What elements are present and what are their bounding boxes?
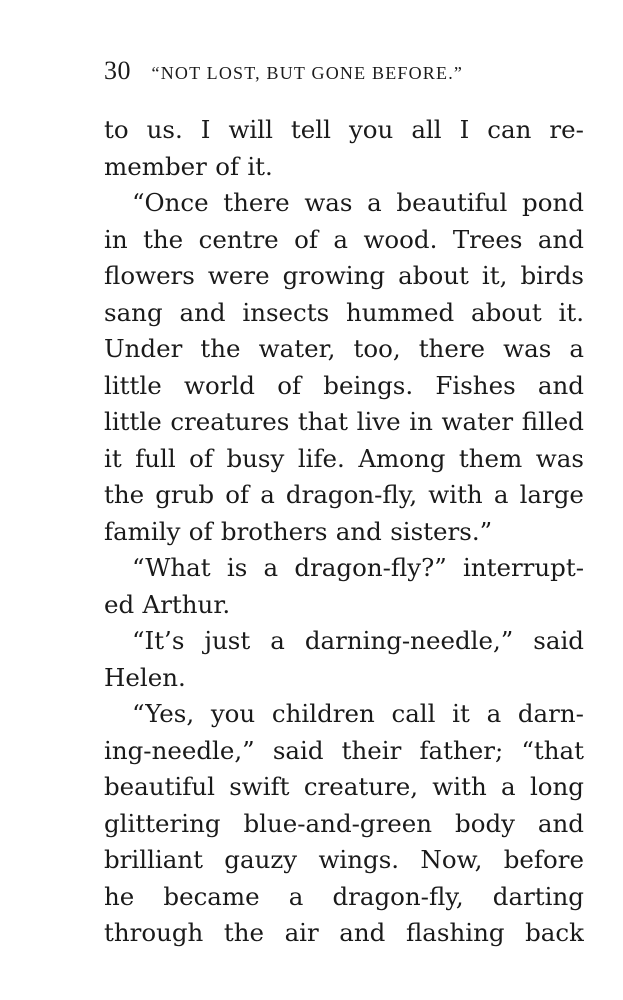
- word: of: [294, 224, 318, 254]
- word: Helen.: [104, 662, 186, 692]
- text-line: [104, 404, 584, 441]
- word: it: [104, 443, 122, 473]
- word: dragon-fly,: [285, 480, 418, 509]
- word: glittering: [104, 808, 221, 838]
- word: before: [503, 845, 584, 874]
- word: call: [391, 699, 436, 728]
- word: gauzy: [224, 845, 298, 874]
- word: pond: [522, 188, 584, 217]
- text-line: [104, 368, 584, 405]
- word: was: [535, 443, 584, 473]
- word: a: [270, 626, 285, 655]
- word: interrupt-: [463, 553, 584, 582]
- word: long: [529, 772, 584, 801]
- word: ed: [104, 589, 135, 619]
- word: “Yes,: [132, 699, 195, 728]
- word: I: [200, 115, 211, 144]
- word: air: [284, 918, 319, 947]
- text-line: [104, 587, 584, 624]
- word: a: [333, 224, 348, 254]
- word: too,: [353, 334, 401, 363]
- word: I: [459, 115, 470, 144]
- word: “Once: [132, 188, 209, 217]
- word: wood.: [363, 224, 438, 254]
- word: you: [210, 699, 256, 728]
- word: brothers: [220, 516, 328, 546]
- word: a: [288, 881, 304, 911]
- word: the: [104, 480, 145, 509]
- word: the: [143, 224, 184, 254]
- word: he: [104, 881, 135, 911]
- word: a: [367, 188, 382, 217]
- word: Fishes: [435, 370, 516, 400]
- text-line: [104, 258, 584, 295]
- word: of: [225, 480, 250, 509]
- text-line: [104, 915, 584, 952]
- text-line: [104, 623, 584, 660]
- word: filled: [521, 407, 584, 436]
- word: tell: [290, 115, 331, 144]
- word: became: [163, 881, 260, 911]
- word: water: [441, 407, 514, 436]
- word: you: [348, 115, 394, 144]
- word: water,: [258, 334, 336, 363]
- text-line: [104, 331, 584, 368]
- word: sisters.”: [390, 516, 493, 546]
- word: “What: [132, 553, 211, 582]
- running-title: “NOT LOST, BUT GONE BEFORE.”: [151, 63, 464, 83]
- word: creatures: [170, 407, 290, 436]
- text-line: [104, 842, 584, 879]
- word: beautiful: [396, 188, 508, 217]
- word: it,: [481, 261, 508, 290]
- word: “that: [521, 735, 584, 765]
- word: darning-needle,”: [304, 626, 514, 655]
- page-number: 30: [104, 56, 131, 85]
- word: and: [339, 918, 386, 947]
- word: of: [188, 516, 213, 546]
- word: ing-needle,”: [104, 735, 255, 765]
- word: a: [493, 480, 509, 509]
- text-line: [104, 441, 584, 478]
- text-line: [104, 879, 584, 916]
- word: that: [297, 407, 348, 436]
- word: and: [179, 297, 226, 327]
- word: family: [104, 516, 181, 546]
- word: birds: [520, 261, 584, 290]
- word: to: [104, 115, 129, 144]
- word: swift: [229, 772, 290, 801]
- running-head: [104, 56, 584, 92]
- text-line: [104, 477, 584, 514]
- word: can: [487, 115, 532, 144]
- word: their: [341, 735, 402, 765]
- word: and: [335, 516, 382, 546]
- text-line: [104, 149, 584, 186]
- word: member: [104, 151, 207, 181]
- body-text: [104, 112, 584, 952]
- word: back: [525, 918, 584, 947]
- word: the: [200, 334, 241, 363]
- word: Among: [358, 443, 446, 473]
- word: hummed: [346, 297, 455, 327]
- word: little: [104, 370, 162, 400]
- word: in: [104, 224, 128, 254]
- word: brilliant: [104, 845, 203, 874]
- word: dragon-fly,: [332, 881, 464, 911]
- text-line: [104, 696, 584, 733]
- text-line: [104, 550, 584, 587]
- word: is: [226, 553, 248, 582]
- word: body: [455, 808, 515, 838]
- word: large: [519, 480, 584, 509]
- text-line: [104, 806, 584, 843]
- word: and: [537, 224, 584, 254]
- text-line: [104, 222, 584, 259]
- word: them: [458, 443, 523, 473]
- word: Arthur.: [142, 589, 231, 619]
- text-line: [104, 185, 584, 222]
- word: beings.: [323, 370, 414, 400]
- text-line: [104, 112, 584, 149]
- word: a: [486, 699, 502, 728]
- word: dragon-fly?”: [294, 553, 447, 582]
- word: re-: [549, 115, 584, 144]
- word: world: [183, 370, 255, 400]
- word: insects: [242, 297, 330, 327]
- word: full: [135, 443, 176, 473]
- word: a: [260, 480, 275, 509]
- word: little: [104, 407, 162, 436]
- word: about: [471, 297, 542, 327]
- word: it: [452, 699, 470, 728]
- word: busy: [226, 443, 285, 473]
- word: in: [409, 407, 433, 436]
- word: life.: [297, 443, 345, 473]
- word: about: [398, 261, 469, 290]
- word: growing: [282, 261, 386, 290]
- word: sang: [104, 297, 163, 327]
- word: us.: [146, 115, 183, 144]
- word: and: [537, 370, 584, 400]
- word: of: [189, 443, 213, 473]
- text-line: [104, 514, 584, 551]
- word: and: [537, 808, 584, 838]
- word: a: [569, 334, 584, 363]
- word: grub: [155, 480, 215, 509]
- word: darn-: [517, 699, 584, 728]
- word: said: [533, 626, 584, 655]
- word: of: [277, 370, 302, 400]
- text-line: [104, 660, 584, 697]
- word: children: [271, 699, 375, 728]
- word: it.: [558, 297, 584, 327]
- word: Trees: [452, 224, 523, 254]
- word: wings.: [318, 845, 400, 874]
- word: a: [263, 553, 279, 582]
- word: with: [432, 772, 487, 801]
- text-line: [104, 733, 584, 770]
- word: was: [503, 334, 552, 363]
- word: beautiful: [104, 772, 215, 801]
- word: “It’s: [132, 626, 185, 655]
- word: darting: [492, 881, 584, 911]
- word: was: [304, 188, 353, 217]
- word: said: [272, 735, 324, 765]
- word: there: [223, 188, 290, 217]
- word: just: [204, 626, 251, 655]
- word: through: [104, 918, 204, 947]
- word: father;: [419, 735, 504, 765]
- word: there: [418, 334, 486, 363]
- text-line: [104, 295, 584, 332]
- word: live: [356, 407, 401, 436]
- word: flashing: [405, 918, 505, 947]
- word: a: [501, 772, 516, 801]
- word: of: [215, 151, 240, 181]
- word: it.: [247, 151, 273, 181]
- word: flowers: [104, 261, 195, 290]
- word: centre: [198, 224, 279, 254]
- word: the: [223, 918, 265, 947]
- word: Under: [104, 334, 183, 363]
- word: blue-and-green: [243, 808, 433, 838]
- word: with: [428, 480, 483, 509]
- word: were: [207, 261, 270, 290]
- word: will: [228, 115, 273, 144]
- word: Now,: [420, 845, 483, 874]
- text-line: [104, 769, 584, 806]
- word: all: [411, 115, 442, 144]
- word: creature,: [303, 772, 418, 801]
